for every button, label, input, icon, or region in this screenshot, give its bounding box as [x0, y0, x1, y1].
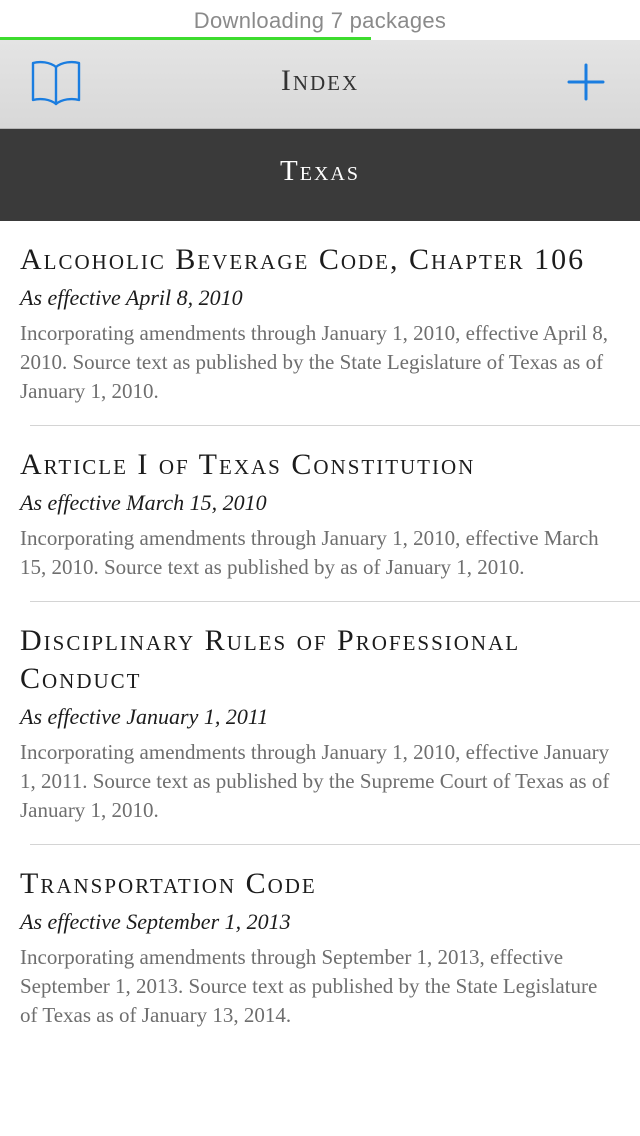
navigation-bar — [0, 40, 640, 129]
item-title: Alcoholic Beverage Code, Chapter 106 — [20, 243, 586, 276]
item-description: Incorporating amendments through January 1, 2010, effective January 1, 2011. Source text as published by the Supreme Court of Texas as of January 1, 2010. — [20, 740, 610, 822]
item-effective-date: As effective January 1, 2011 — [20, 704, 269, 729]
item-description: Incorporating amendments through January 1, 2010, effective March 15, 2010. Source text as published by as of January 1, 2010. — [20, 526, 599, 579]
section-header — [0, 129, 640, 221]
item-description: Incorporating amendments through January 1, 2010, effective April 8, 2010. Source text as published by the State Legislature of Texas as of January 1, 2010. — [20, 321, 609, 403]
section-title: Texas — [280, 155, 360, 187]
list-item[interactable] — [0, 845, 640, 1050]
list-item[interactable] — [0, 426, 640, 602]
plus-icon — [566, 62, 606, 107]
list-item[interactable] — [0, 221, 640, 426]
document-list — [0, 221, 640, 1050]
item-title: Article I of Texas Constitution — [20, 448, 476, 481]
item-title: Disciplinary Rules of Professional Conduct — [20, 624, 521, 695]
item-title: Transportation Code — [20, 867, 317, 900]
item-description: Incorporating amendments through September 1, 2013, effective September 1, 2013. Source text as published by the State Legislature of Texas as of January 13, 2014. — [20, 945, 598, 1027]
download-status-text: Downloading 7 packages — [193, 8, 447, 33]
item-effective-date: As effective September 1, 2013 — [20, 909, 291, 934]
item-effective-date: As effective March 15, 2010 — [20, 490, 267, 515]
library-button[interactable] — [26, 54, 86, 114]
status-bar — [0, 0, 640, 40]
add-button[interactable] — [556, 54, 616, 114]
item-effective-date: As effective April 8, 2010 — [20, 285, 243, 310]
page-title: Index — [280, 64, 360, 97]
list-item[interactable] — [0, 602, 640, 845]
book-icon — [30, 58, 82, 111]
